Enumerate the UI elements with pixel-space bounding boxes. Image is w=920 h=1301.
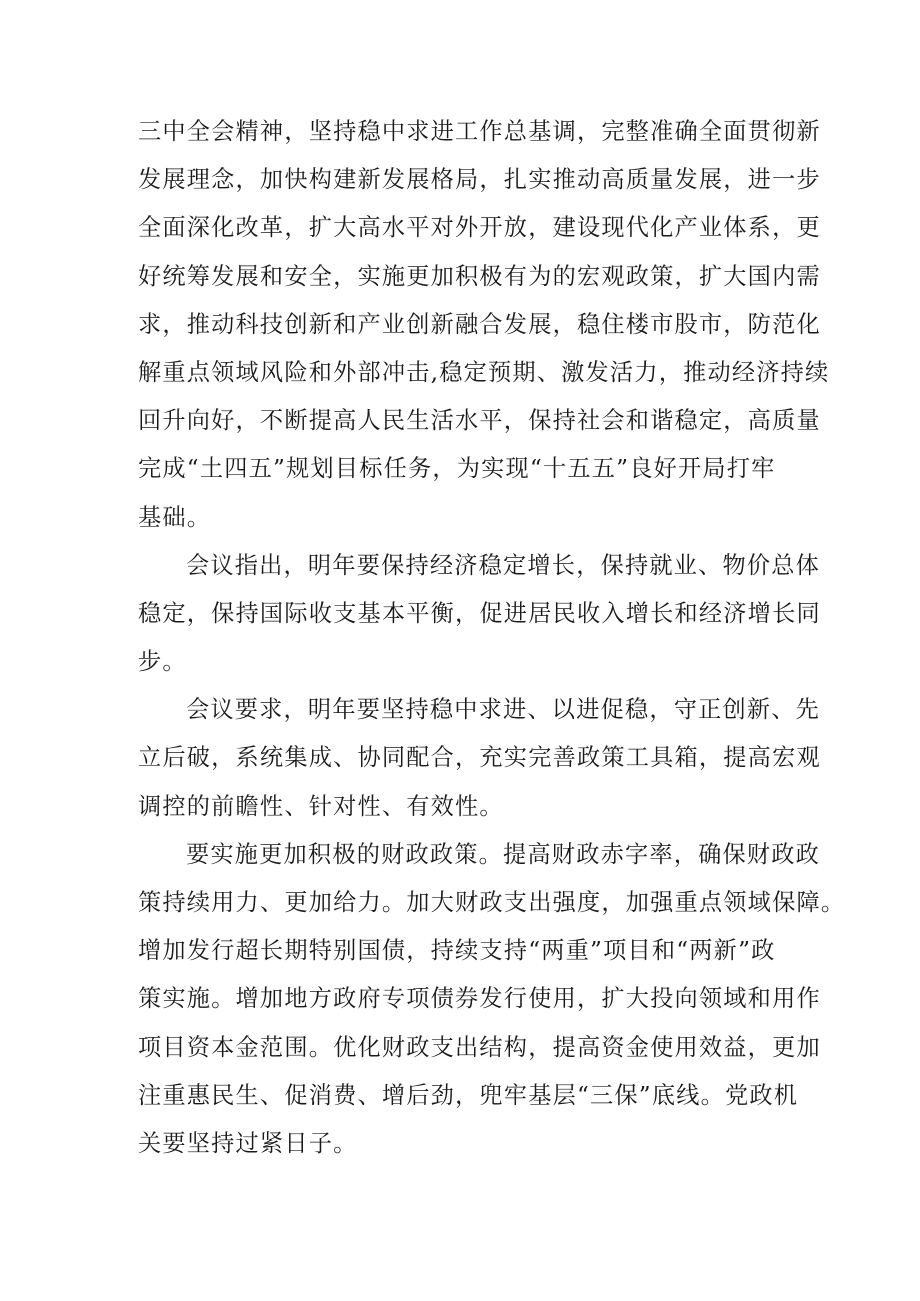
text-line: 策实施。增加地方政府专项债券发行使用，扩大投向领域和用作: [138, 985, 821, 1013]
text-line: 完成“土四五”规划目标任务，为实现“十五五”良好开局打牢: [138, 455, 776, 483]
text-line: 步。: [138, 648, 187, 676]
text-line: 调控的前瞻性、针对性、有效性。: [138, 792, 504, 820]
text-line: 会议指出，明年要保持经济稳定增长，保持就业、物价总体: [186, 551, 821, 579]
text-line: 全面深化改革，扩大高水平对外开放，建设现代化产业体系，更: [138, 214, 821, 242]
text-line: 要实施更加积极的财政政策。提高财政赤字率，确保财政政: [186, 840, 821, 868]
text-line: 项目资本金范围。优化财政支出结构，提高资金使用效益，更加: [138, 1033, 821, 1061]
text-line: 增加发行超长期特别国债，持续支持“两重”项目和“两新”政: [138, 937, 776, 965]
text-line: 解重点领域风险和外部冲击,稳定预期、激发活力，推动经济持续: [138, 358, 830, 386]
text-line: 注重惠民生、促消费、增后劲，兜牢基层“三保”底线。党政机: [138, 1081, 799, 1109]
text-line: 稳定，保持国际收支基本平衡，促进居民收入增长和经济增长同: [138, 599, 821, 627]
text-line: 三中全会精神，坚持稳中求进工作总基调，完整准确全面贯彻新: [138, 118, 821, 145]
document-body: [138, 108, 846, 1168]
text-line: 基础。: [138, 503, 212, 531]
text-line: 关要坚持过紧日子。: [138, 1129, 358, 1157]
text-line: 策持续用力、更加给力。加大财政支出强度，加强重点领域保障。: [138, 889, 846, 916]
text-line: 好统筹发展和安全，实施更加积极有为的宏观政策，扩大国内需: [138, 262, 821, 290]
text-line: 求，推动科技创新和产业创新融合发展，稳住楼市股市，防范化: [138, 310, 821, 338]
text-line: 发展理念，加快构建新发展格局，扎实推动高质量发展，进一步: [138, 166, 821, 194]
text-line: 回升向好，不断提高人民生活水平，保持社会和谐稳定，高质量: [138, 407, 821, 435]
text-line: 立后破，系统集成、协同配合，充实完善政策工具箱，提高宏观: [138, 744, 821, 772]
text-line: 会议要求，明年要坚持稳中求进、以进促稳，守正创新、先: [186, 696, 821, 724]
